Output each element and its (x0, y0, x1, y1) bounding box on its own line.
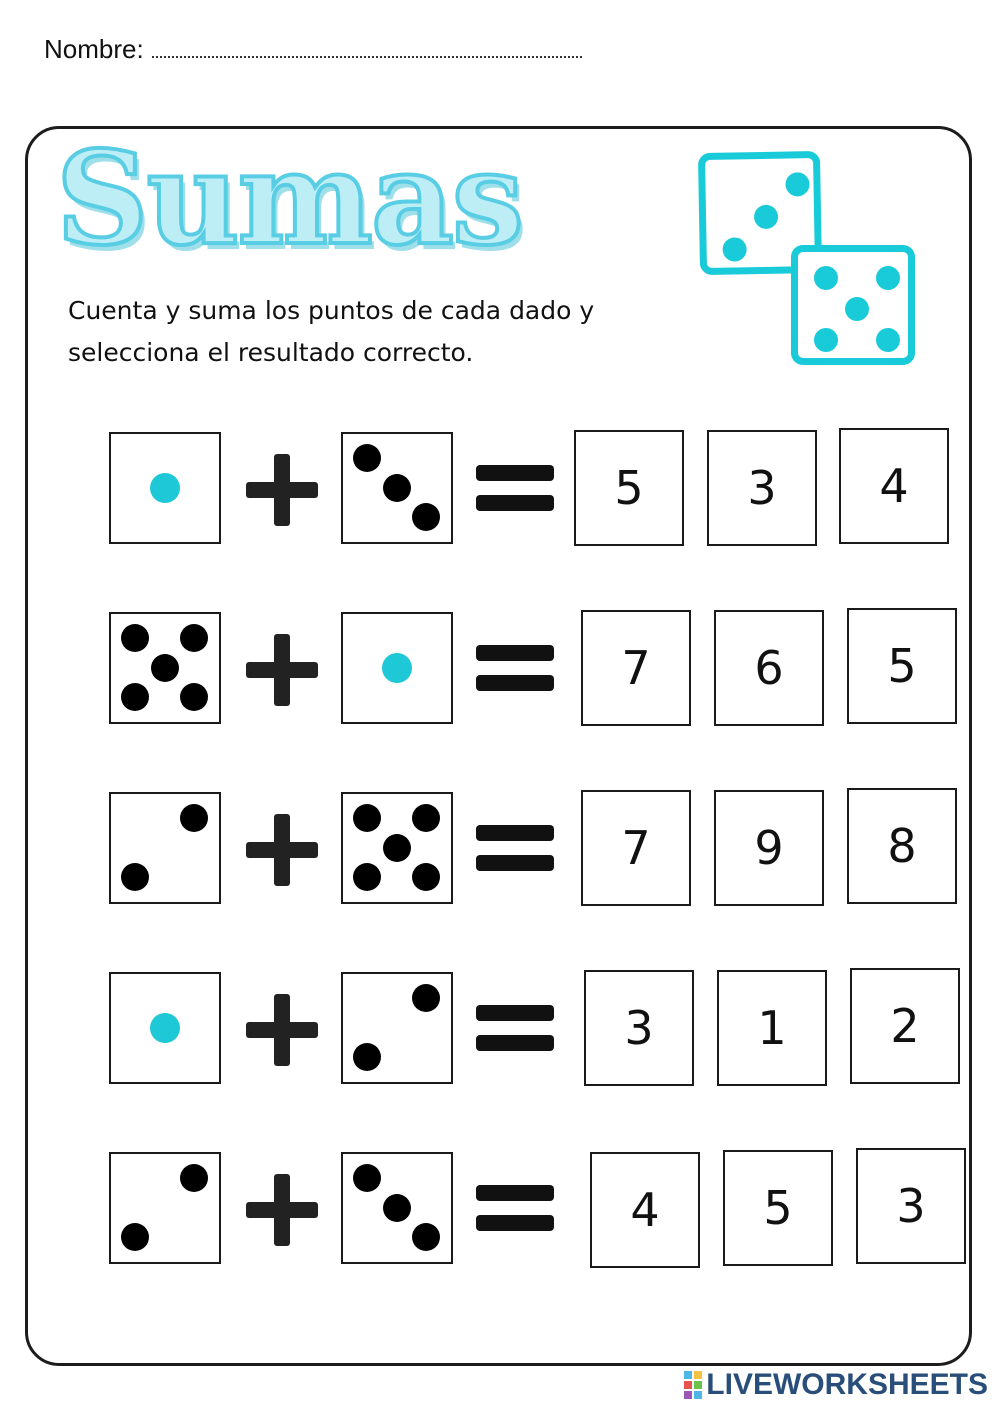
answer-option[interactable]: 7 (581, 790, 691, 906)
answer-option[interactable]: 3 (584, 970, 694, 1086)
die-pip (121, 683, 149, 711)
plus-sign (274, 994, 290, 1066)
answer-option[interactable]: 6 (714, 610, 824, 726)
die-pip (412, 503, 440, 531)
plus-sign (274, 1174, 290, 1246)
equals-sign (476, 495, 554, 511)
die-pip (814, 328, 838, 352)
answer-option[interactable]: 3 (856, 1148, 966, 1264)
die-pip (353, 1043, 381, 1071)
die-pip (754, 205, 778, 229)
die-right-3 (341, 792, 453, 904)
equals-sign (476, 465, 554, 481)
equals-sign (476, 825, 554, 841)
answer-option[interactable]: 7 (581, 610, 691, 726)
instructions-text: Cuenta y suma los puntos de cada dado y selecciona el resultado correcto. (68, 296, 595, 367)
equals-sign (476, 1185, 554, 1201)
die-pip (845, 297, 869, 321)
die-pip (353, 1164, 381, 1192)
plus-sign (274, 634, 290, 706)
die-pip (353, 804, 381, 832)
name-dotted-line (152, 38, 582, 58)
answer-option[interactable]: 4 (590, 1152, 700, 1268)
die-pip (876, 266, 900, 290)
die-left-5 (109, 1152, 221, 1264)
die-pip (121, 863, 149, 891)
die-pip (180, 804, 208, 832)
die-pip (412, 984, 440, 1012)
die-left-3 (109, 792, 221, 904)
equals-sign (476, 1005, 554, 1021)
equals-sign (476, 855, 554, 871)
die-pip (180, 624, 208, 652)
worksheet-title: Sumas (56, 124, 522, 274)
die-right-2 (341, 612, 453, 724)
equals-sign (476, 1035, 554, 1051)
die-pip (121, 624, 149, 652)
liveworksheets-logo (684, 1368, 988, 1402)
answer-option[interactable]: 8 (847, 788, 957, 904)
die-pip (150, 1013, 180, 1043)
die-pip (180, 1164, 208, 1192)
die-right-5 (341, 1152, 453, 1264)
die-pip (121, 1223, 149, 1251)
plus-sign (274, 454, 290, 526)
logo-mark-icon (684, 1371, 702, 1399)
equals-sign (476, 675, 554, 691)
answer-option[interactable]: 3 (707, 430, 817, 546)
answer-option[interactable]: 5 (574, 430, 684, 546)
die-pip (180, 683, 208, 711)
die-pip (383, 474, 411, 502)
die-pip (382, 653, 412, 683)
die-pip (383, 834, 411, 862)
logo-text: LIVEWORKSHEETS (706, 1368, 988, 1401)
answer-option[interactable]: 9 (714, 790, 824, 906)
equals-sign (476, 1215, 554, 1231)
answer-option[interactable]: 4 (839, 428, 949, 544)
die-pip (412, 863, 440, 891)
die-pip (876, 328, 900, 352)
answer-option[interactable]: 5 (847, 608, 957, 724)
answer-option[interactable]: 2 (850, 968, 960, 1084)
die-pip (151, 654, 179, 682)
die-pip (785, 172, 809, 196)
die-pip (722, 237, 746, 261)
die-left-4 (109, 972, 221, 1084)
die-right-4 (341, 972, 453, 1084)
decorative-die-five-icon (791, 245, 915, 365)
die-pip (353, 444, 381, 472)
plus-sign (274, 814, 290, 886)
name-label: Nombre: (44, 34, 144, 64)
equals-sign (476, 645, 554, 661)
answer-option[interactable]: 5 (723, 1150, 833, 1266)
name-field[interactable] (44, 34, 582, 65)
die-left-1 (109, 432, 221, 544)
die-right-1 (341, 432, 453, 544)
die-pip (412, 804, 440, 832)
die-pip (412, 1223, 440, 1251)
answer-option[interactable]: 1 (717, 970, 827, 1086)
die-pip (150, 473, 180, 503)
die-pip (383, 1194, 411, 1222)
die-pip (814, 266, 838, 290)
die-left-2 (109, 612, 221, 724)
die-pip (353, 863, 381, 891)
